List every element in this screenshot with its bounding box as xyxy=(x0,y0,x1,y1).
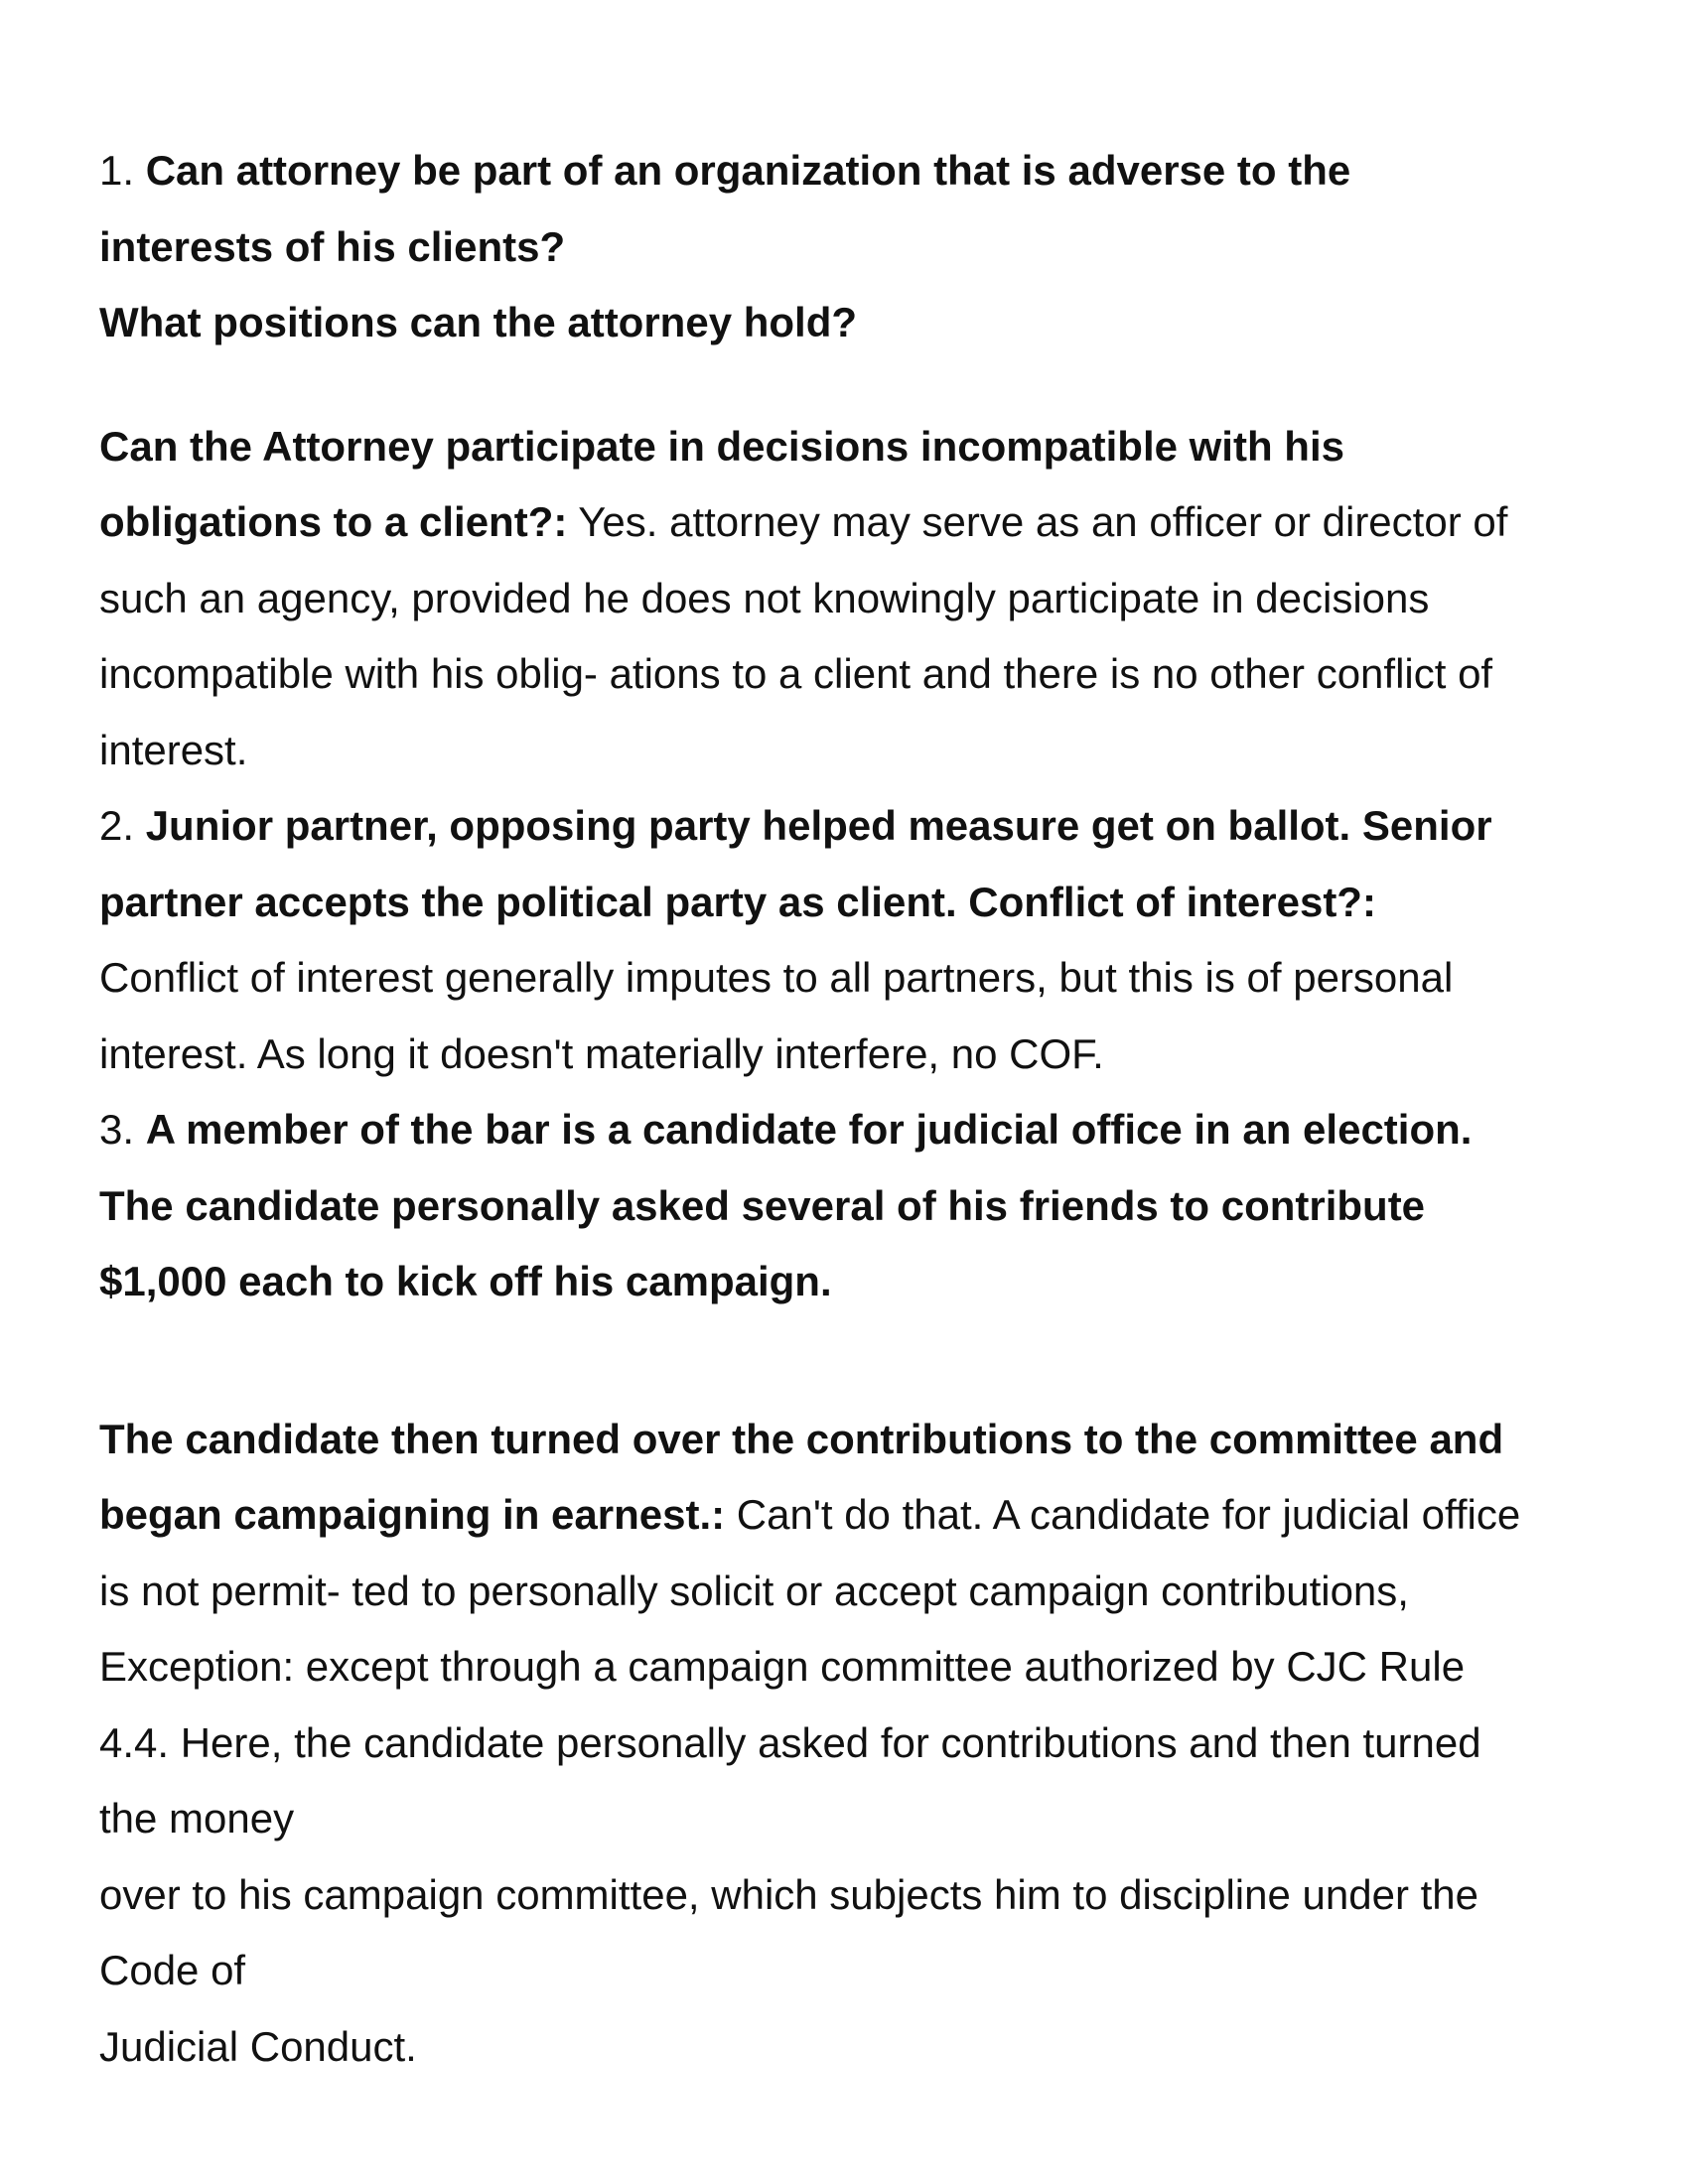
item-2-answer-line-1 xyxy=(99,940,1609,1017)
item-2-question-line-1 xyxy=(99,788,1609,865)
item-1-subquestion-line-2 xyxy=(99,484,1609,561)
item-3-question-line-2 xyxy=(99,1168,1609,1245)
question-text: Can the Attorney participate in decisions incompatible with his xyxy=(99,422,1344,470)
answer-text: over to his campaign committee, which subjects him to discipline under the xyxy=(99,1870,1478,1918)
item-3-answer-line-4 xyxy=(99,1706,1609,1782)
item-3-answer-line-7 xyxy=(99,1933,1609,2009)
item-1-answer-line-2 xyxy=(99,561,1609,637)
question-text: $1,000 each to kick off his campaign. xyxy=(99,1258,832,1304)
question-text: The candidate then turned over the contributions to the committee and xyxy=(99,1415,1504,1462)
answer-text: Yes. attorney may serve as an officer or director of xyxy=(567,498,1508,545)
answer-text: such an agency, provided he does not knowingly participate in decisions xyxy=(99,574,1430,621)
question-text: partner accepts the political party as client. Conflict of interest?: xyxy=(99,878,1376,925)
item-1-answer-line-4 xyxy=(99,713,1609,789)
item-number: 3. xyxy=(99,1106,135,1153)
question-text: began campaigning in earnest.: xyxy=(99,1491,726,1538)
item-3-question-line-1 xyxy=(99,1092,1609,1168)
answer-text: Code of xyxy=(99,1947,246,1993)
answer-text: the money xyxy=(99,1795,295,1842)
answer-text: Judicial Conduct. xyxy=(99,2022,417,2070)
answer-text: interest. xyxy=(99,726,248,773)
item-3-subquestion-line-2 xyxy=(99,1477,1609,1554)
answer-text: Conflict of interest generally imputes to all partners, but this is of personal xyxy=(99,954,1454,1001)
item-number: 1. xyxy=(99,147,135,194)
item-3-answer-line-2 xyxy=(99,1554,1609,1630)
question-text: The candidate personally asked several of his friends to contribute xyxy=(99,1181,1426,1229)
question-text: Junior partner, opposing party helped measure get on ballot. Senior xyxy=(145,802,1492,849)
item-1-question-line-2 xyxy=(99,209,1609,286)
item-2-question-line-2 xyxy=(99,865,1609,941)
item-number: 2. xyxy=(99,802,135,849)
item-1 xyxy=(99,133,1609,788)
question-text: A member of the bar is a candidate for judicial office in an election. xyxy=(145,1106,1473,1153)
item-3-answer-line-6 xyxy=(99,1857,1609,1934)
item-1-subquestion-line-1 xyxy=(99,409,1609,485)
paragraph-gap xyxy=(99,361,1609,409)
document-page xyxy=(99,133,1609,2085)
item-3-answer-line-8 xyxy=(99,2009,1609,2086)
question-text: interests of his clients? xyxy=(99,222,566,270)
answer-text: incompatible with his oblig- ations to a client and there is no other conflict of xyxy=(99,650,1493,697)
item-2 xyxy=(99,788,1609,1092)
answer-text: is not permit- ted to personally solicit or accept campaign contributions, xyxy=(99,1567,1409,1614)
paragraph-gap xyxy=(99,1320,1609,1402)
question-text: Can attorney be part of an organization that is adverse to the xyxy=(145,147,1351,194)
answer-text: Exception: except through a campaign committee authorized by CJC Rule xyxy=(99,1643,1466,1690)
answer-text: interest. As long it doesn't materially interfere, no COF. xyxy=(99,1029,1104,1077)
item-1-question-line-1 xyxy=(99,133,1609,209)
item-2-answer-line-2 xyxy=(99,1017,1609,1093)
item-3-subquestion-line-1 xyxy=(99,1402,1609,1478)
answer-text: 4.4. Here, the candidate personally asked for contributions and then turned xyxy=(99,1718,1481,1766)
item-3-question-line-3 xyxy=(99,1244,1609,1320)
question-text: What positions can the attorney hold? xyxy=(99,299,858,345)
answer-text: Can't do that. A candidate for judicial office xyxy=(725,1491,1521,1538)
item-3-answer-line-3 xyxy=(99,1629,1609,1706)
question-text: obligations to a client?: xyxy=(99,498,568,545)
item-1-question-line-3 xyxy=(99,285,1609,361)
item-1-answer-line-3 xyxy=(99,636,1609,713)
item-3 xyxy=(99,1092,1609,2085)
item-3-answer-line-5 xyxy=(99,1781,1609,1857)
